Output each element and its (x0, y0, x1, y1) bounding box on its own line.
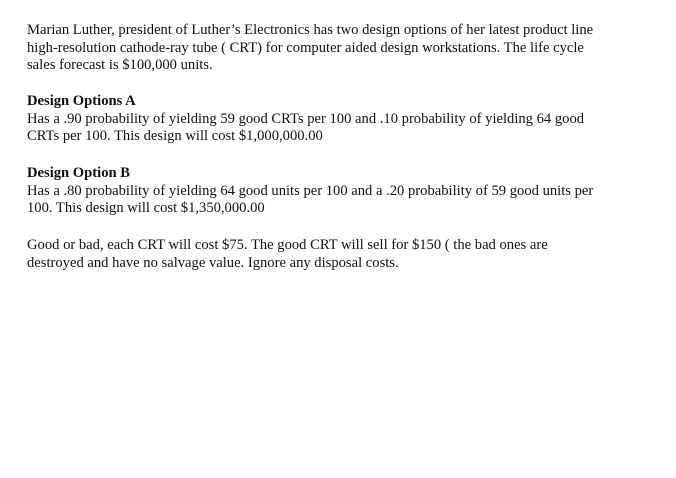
intro-paragraph (27, 22, 657, 75)
option-b-line: Has a .80 probability of yielding 64 good units per 100 and a .20 probability of 59 good units per (27, 182, 594, 199)
option-a-section (27, 93, 657, 146)
option-a-line: CRTs per 100. This design will cost $1,000,000.00 (27, 128, 323, 144)
intro-line: Marian Luther, president of Luther’s Electronics has two design options of her latest product line (27, 22, 594, 38)
option-b-heading: Design Option B (27, 165, 130, 181)
costs-line: destroyed and have no salvage value. Ignore any disposal costs. (27, 254, 399, 271)
option-a-heading: Design Options A (27, 93, 136, 109)
costs-line: Good or bad, each CRT will cost $75. The good CRT will sell for $150 ( the bad ones are (27, 237, 548, 253)
costs-paragraph (27, 237, 657, 272)
option-a-line: Has a .90 probability of yielding 59 good CRTs per 100 and .10 probability of yielding 64 good (27, 110, 585, 127)
intro-line: sales forecast is $100,000 units. (27, 57, 213, 73)
option-b-section (27, 165, 657, 218)
intro-line: high-resolution cathode-ray tube ( CRT) for computer aided design workstations. The life cycle (27, 39, 584, 56)
option-b-line: 100. This design will cost $1,350,000.00 (27, 200, 265, 216)
